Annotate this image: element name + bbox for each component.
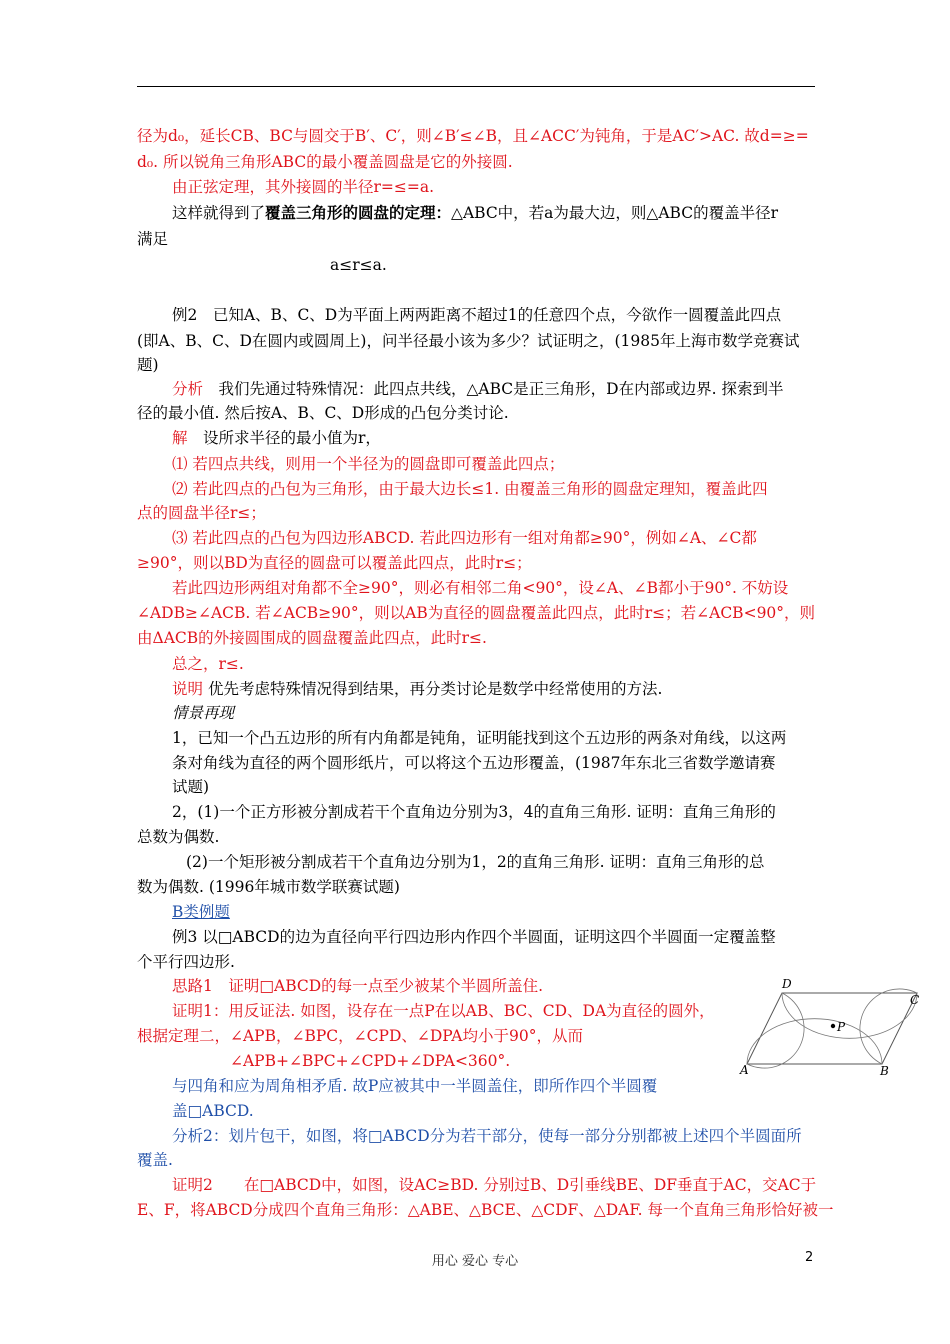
text-line: ⑵ 若此四点的凸包为三角形，由于最大边长≤1. 由覆盖三角形的圆盘定理知，覆盖此四 <box>172 480 768 498</box>
text-line: 根据定理二，∠APB，∠BPC，∠CPD、∠DPA均小于90°，从而 <box>137 1027 583 1045</box>
text-span: 优先考虑特殊情况得到结果，再分类讨论是数学中经常使用的方法. <box>207 680 663 698</box>
parallelogram-figure <box>738 975 928 1080</box>
header-rule <box>137 86 815 87</box>
text-line: 若此四边形两组对角都不全≥90°，则必有相邻二角<90°，设∠A、∠B都小于90°. 不妨设 <box>172 579 789 597</box>
section-title: 情景再现 <box>172 704 235 722</box>
text-line: 思路1 证明□ABCD的每一点至少被某个半圆所盖住. <box>172 977 544 995</box>
point-p <box>831 1024 835 1028</box>
formula-line: a≤r≤a. <box>330 256 387 274</box>
text-line: 盖□ABCD. <box>172 1102 254 1120</box>
label-p: P <box>837 1020 846 1034</box>
label-c: C <box>910 993 920 1007</box>
text-line: E、F，将ABCD分成四个直角三角形：△ABE、△BCE、△CDF、△DAF. 每一个直角三角形恰好被一 <box>137 1201 834 1219</box>
example-3-heading: 例3 以□ABCD的边为直径向平行四边形内作四个半圆面，证明这四个半圆面一定覆盖整 <box>172 928 776 946</box>
analysis-line <box>172 379 852 399</box>
text-line: 总之，r≤. <box>172 655 244 673</box>
text-line: ∠ADB≥∠ACB. 若∠ACB≥90°，则以AB为直径的圆盘覆盖此四点，此时r≤；若∠ACB<90°，则 <box>137 604 816 622</box>
text-line: 题) <box>137 356 159 374</box>
theorem-line <box>172 203 852 223</box>
text-span: 我们先通过特殊情况：此四点共线，△ABC是正三角形，D在内部或边界. 探索到半 <box>203 380 784 398</box>
text-line: 满足 <box>137 230 169 248</box>
text-line: 1，已知一个凸五边形的所有内角都是钝角，证明能找到这个五边形的两条对角线，以这两 <box>172 729 787 747</box>
text-line: 证明1：用反证法. 如图，设存在一点P在以AB、BC、CD、DA为直径的圆外， <box>172 1002 715 1020</box>
text-line: 径为d₀，延长CB、BC与圆交于B′、C′，则∠B′≤∠B，且∠ACC′为钝角，于是AC′>AC. 故d=≥= <box>137 127 809 145</box>
text-line: 分析2：划片包干，如图，将□ABCD分为若干部分，使每一部分分别都被上述四个半圆面所 <box>172 1127 802 1145</box>
solution-line <box>172 428 852 448</box>
text-line: 数为偶数. (1996年城市数学联赛试题) <box>137 878 400 896</box>
text-line: 总数为偶数. <box>137 828 220 846</box>
text-line: ⑴ 若四点共线，则用一个半径为的圆盘即可覆盖此四点； <box>172 455 565 473</box>
analysis-label: 分析 <box>172 380 204 398</box>
text-line: 个平行四边形. <box>137 953 235 971</box>
text-line: 证明2 在□ABCD中，如图，设AC≥BD. 分别过B、D引垂线BE、DF垂直于AC，交AC于 <box>172 1176 817 1194</box>
example-2-heading: 例2 已知A、B、C、D为平面上两两距离不超过1的任意四个点，今欲作一圆覆盖此四点 <box>172 306 782 324</box>
text-line: ≥90°，则以BD为直径的圆盘可以覆盖此四点，此时r≤； <box>137 554 532 572</box>
text-line: d₀. 所以锐角三角形ABC的最小覆盖圆盘是它的外接圆. <box>137 153 513 171</box>
text-line: 与四角和应为周角相矛盾. 故P应被其中一半圆盖住，即所作四个半圆覆 <box>172 1077 658 1095</box>
formula-line: ∠APB+∠BPC+∠CPD+∠DPA<360°. <box>230 1052 511 1070</box>
note-label: 说明 <box>172 680 204 698</box>
text-line: 径的最小值. 然后按A、B、C、D形成的凸包分类讨论. <box>137 404 509 422</box>
label-b: B <box>880 1064 889 1078</box>
text-line: 由ΔACB的外接圆围成的圆盘覆盖此四点，此时r≤. <box>137 629 487 647</box>
text-line: (即A、B、C、D在圆内或圆周上)，问半径最小该为多少？试证明之，(1985年上海市数学竞赛试 <box>137 332 800 350</box>
text-span: △ABC中，若a为最大边，则△ABC的覆盖半径r <box>451 204 778 222</box>
text-line: 覆盖. <box>137 1151 173 1169</box>
label-d: D <box>782 977 792 991</box>
page-number: 2 <box>805 1250 814 1265</box>
page-footer: 用心 爱心 专心 <box>431 1254 519 1269</box>
theorem-title: 覆盖三角形的圆盘的定理： <box>265 203 452 222</box>
solution-label: 解 <box>172 429 188 447</box>
semicircle-bc <box>860 989 920 1064</box>
note-line <box>172 679 852 699</box>
text-line: 点的圆盘半径r≤； <box>137 504 266 522</box>
text-span: 这样就得到了 <box>172 204 266 222</box>
text-span: 设所求半径的最小值为r， <box>187 429 381 447</box>
text-line: 2，(1)一个正方形被分割成若干个直角边分别为3，4的直角三角形. 证明：直角三角形的 <box>172 803 776 821</box>
semicircle-ad <box>747 993 804 1068</box>
label-a: A <box>740 1063 749 1077</box>
text-line: ⑶ 若此四点的凸包为四边形ABCD. 若此四边形有一组对角都≥90°，例如∠A、∠C都 <box>172 529 757 547</box>
section-link-b[interactable]: B类例题 <box>172 903 230 921</box>
text-line: (2)一个矩形被分割成若干个直角边分别为1，2的直角三角形. 证明：直角三角形的总 <box>186 853 765 871</box>
text-line: 条对角线为直径的两个圆形纸片，可以将这个五边形覆盖，(1987年东北三省数学邀请赛 <box>172 754 776 772</box>
text-line: 由正弦定理，其外接圆的半径r=≤=a. <box>172 178 435 196</box>
text-line: 试题) <box>172 778 210 796</box>
